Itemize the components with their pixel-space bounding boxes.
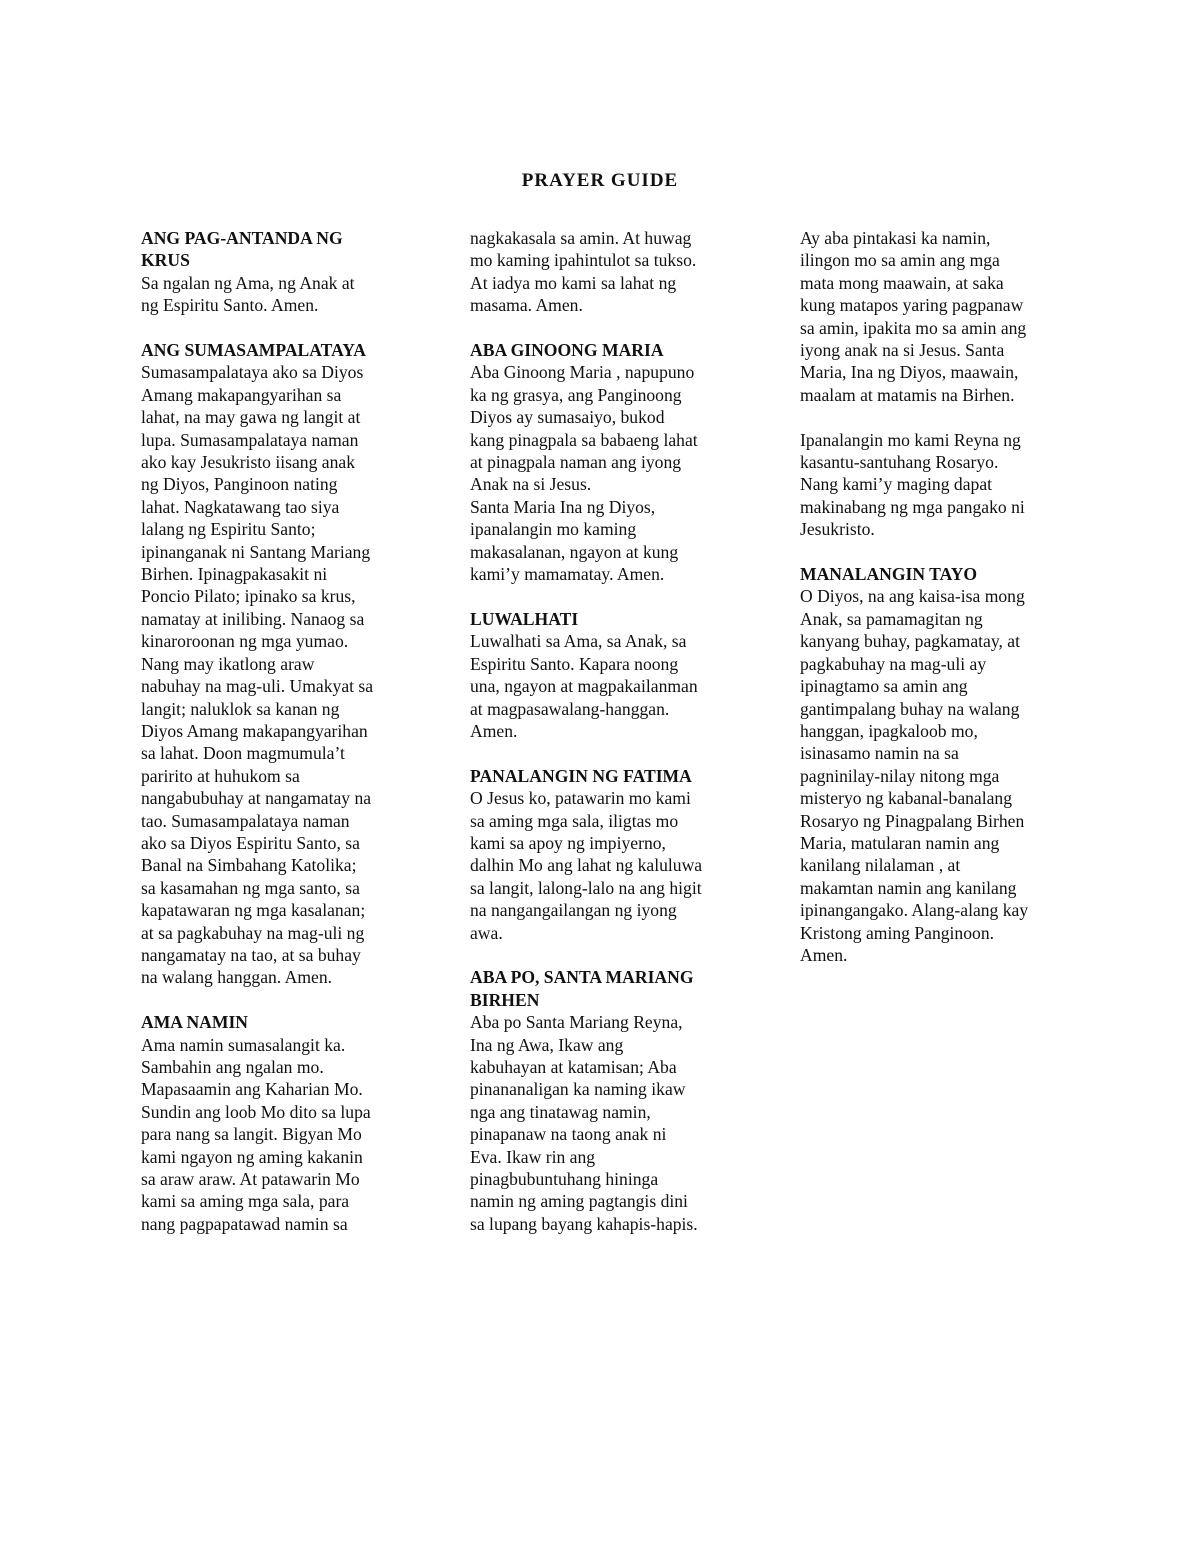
section-our-father — [141, 1011, 403, 1235]
prayer-text: O Diyos, na ang kaisa-isa mong Anak, sa pamamagitan ng kanyang buhay, pagkamatay, at pagkabuhay na mag-uli ay ipinagtamo sa amin ang gantimpalang buhay na walang hanggan, ipagkaloob mo, isinasamo namin na sa pagninilay-nilay nitong mga misteryo ng kabanal-banalang Rosaryo ng Pinagpalang Birhen Maria, matularan namin ang kanilang nilalaman , at makamtan namin ang kanilang ipinangangako. Alang-alang kay Kristong aming Panginoon. Amen. — [800, 586, 1029, 965]
page-title: PRAYER GUIDE — [521, 170, 679, 191]
column-1 — [141, 227, 403, 1258]
prayer-text: Ipanalangin mo kami Reyna ng kasantu-santuhang Rosaryo. Nang kami’y maging dapat makinabang ng mga pangako ni Jesukristo. — [800, 429, 1025, 540]
section-heading: ANG SUMASAMPALATAYA — [141, 340, 366, 361]
section-heading: ABA PO, SANTA MARIANG BIRHEN — [470, 967, 694, 1010]
prayer-text: Aba Ginoong Maria , napupuno ka ng grasya, ang Panginoong Diyos ay sumasaiyo, bukod kang pinagpala sa babaeng lahat at pinagpala naman ang iyong Anak na si Jesus. — [470, 362, 698, 495]
prayer-text: Aba po Santa Mariang Reyna, Ina ng Awa, Ikaw ang kabuhayan at katamisan; Aba pinananaligan ka naming ikaw nga ang tinatawag namin, pinapanaw na taong anak ni Eva. Ikaw rin ang pinagbubuntuhang hininga namin ng aming pagtangis dini sa lupang bayang kahapis-hapis. — [470, 1012, 698, 1234]
section-heading: MANALANGIN TAYO — [800, 564, 978, 585]
section-let-us-pray — [800, 563, 1062, 966]
column-3 — [800, 227, 1062, 989]
prayer-text: Ay aba pintakasi ka namin, ilingon mo sa amin ang mga mata mong maawain, at saka kung matapos yaring pagpanaw sa amin, ipakita mo sa amin ang iyong anak na si Jesus. Santa Maria, Ina ng Diyos, maawain, maalam at matamis na Birhen. — [800, 228, 1027, 405]
section-our-father-continued — [470, 227, 732, 317]
section-heading: ANG PAG-ANTANDA NG KRUS — [141, 228, 343, 271]
section-sign-of-the-cross — [141, 227, 403, 317]
section-hail-holy-queen-continued — [800, 227, 1062, 541]
section-heading: LUWALHATI — [470, 608, 579, 629]
column-2 — [470, 227, 732, 1258]
prayer-text: Ama namin sumasalangit ka. Sambahin ang ngalan mo. Mapasaamin ang Kaharian Mo. Sundin ang loob Mo dito sa lupa para nang sa langit. Bigyan Mo kami ngayon ng aming kakanin sa araw araw. At patawarin Mo kami sa aming mga sala, para nang pagpapatawad namin sa — [141, 1034, 371, 1234]
section-creed — [141, 339, 403, 989]
section-heading: PANALANGIN NG FATIMA — [470, 765, 692, 786]
prayer-text: Sa ngalan ng Ama, ng Anak at ng Espiritu Santo. Amen. — [141, 272, 355, 316]
section-hail-holy-queen — [470, 966, 732, 1235]
section-glory-be — [470, 608, 732, 742]
prayer-text: Santa Maria Ina ng Diyos, ipanalangin mo kaming makasalanan, ngayon at kung kami’y mamamatay. Amen. — [470, 496, 679, 585]
section-hail-mary — [470, 339, 732, 585]
section-heading: AMA NAMIN — [141, 1012, 249, 1033]
prayer-text: O Jesus ko, patawarin mo kami sa aming mga sala, iligtas mo kami sa apoy ng impiyerno, dalhin Mo ang lahat ng kaluluwa sa langit, lalong-lalo na ang higit na nangangailangan ng iyong awa. — [470, 788, 703, 943]
prayer-text: nagkakasala sa amin. At huwag mo kaming ipahintulot sa tukso. At iadya mo kami sa lahat ng masama. Amen. — [470, 228, 697, 316]
prayer-text: Sumasampalataya ako sa Diyos Amang makapangyarihan sa lahat, na may gawa ng langit at lupa. Sumasampalataya naman ako kay Jesukristo iisang anak ng Diyos, Panginoon nating lahat. Nagkatawang tao siya lalang ng Espiritu Santo; ipinanganak ni Santang Mariang Birhen. Ipinagpakasakit ni Poncio Pilato; ipinako sa krus, namatay at inilibing. Nanaog sa kinaroroonan ng mga yumao. Nang may ikatlong araw nabuhay na mag-uli. Umakyat sa langit; naluklok sa kanan ng Diyos Amang makapangyarihan sa lahat. Doon magmumula’t paririto at huhukom sa nangabubuhay at nangamatay na tao. Sumasampalataya naman ako sa Diyos Espiritu Santo, sa Banal na Simbahang Katolika; sa kasamahan ng mga santo, sa kapatawaran ng mga kasalanan; at sa pagkabuhay na mag-uli ng nangamatay na tao, at sa buhay na walang hanggan. Amen. — [141, 362, 374, 988]
prayer-text: Luwalhati sa Ama, sa Anak, sa Espiritu Santo. Kapara noong una, ngayon at magpakailanman at magpasawalang-hanggan. Amen. — [470, 631, 698, 741]
section-heading: ABA GINOONG MARIA — [470, 340, 664, 361]
section-fatima-prayer — [470, 765, 732, 944]
